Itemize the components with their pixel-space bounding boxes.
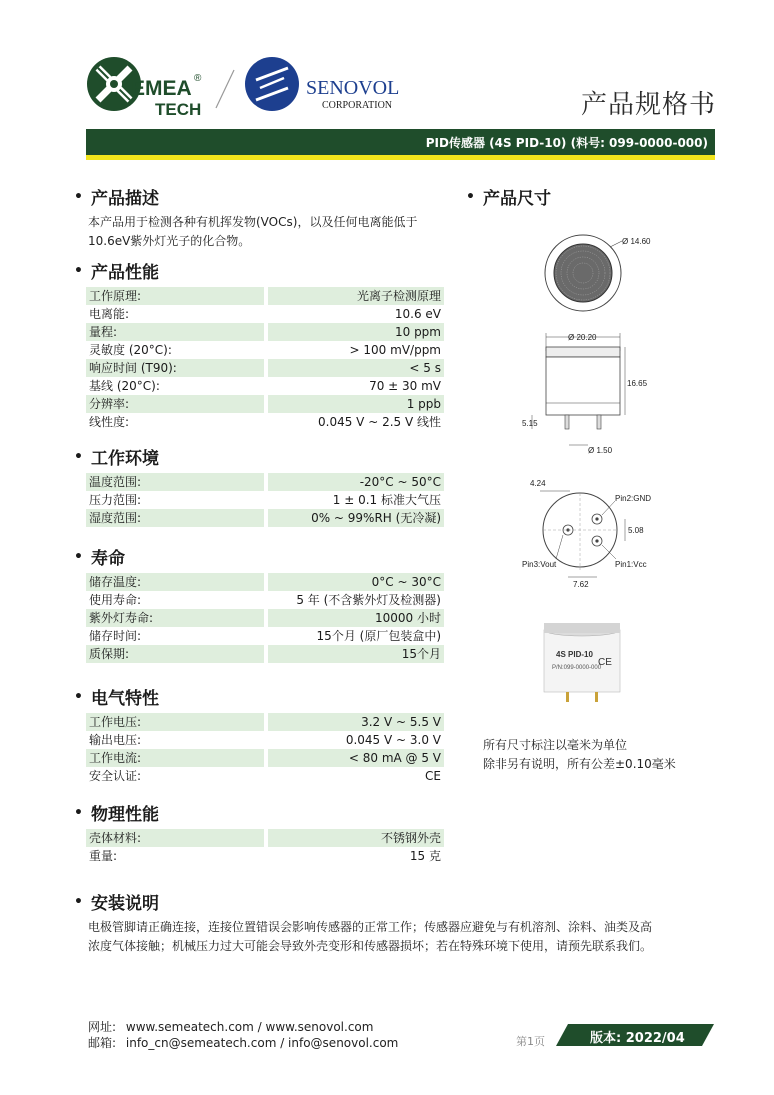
section-environment	[74, 444, 444, 527]
semeatech-logo	[87, 57, 202, 119]
lifetime-table	[86, 573, 444, 663]
section-lifetime	[74, 544, 444, 663]
section-title	[74, 800, 444, 825]
spec-row	[86, 323, 444, 341]
senovol-logo	[245, 57, 399, 111]
side-view-drawing	[522, 333, 648, 455]
install-text	[88, 918, 708, 956]
spec-value: 10000 小时	[268, 609, 444, 627]
registered-mark: ®	[194, 73, 202, 84]
footer-mail-label: 邮箱:	[88, 1036, 117, 1050]
footer-web-row	[88, 1019, 398, 1035]
bullet-icon: •	[74, 688, 83, 705]
top-diameter-label: Ø 14.60	[622, 237, 651, 246]
spec-key: 安全认证:	[89, 769, 142, 783]
spec-key: 壳体材料:	[86, 829, 264, 847]
description-line-1: 本产品用于检测各种有机挥发物(VOCs)，以及任何电离能低于	[88, 215, 418, 229]
spec-key: 灵敏度 (20°C):	[89, 343, 172, 357]
spec-value: 70 ± 30 mV	[369, 379, 441, 393]
dimension-svg	[470, 225, 680, 725]
spec-key: 响应时间 (T90):	[86, 359, 264, 377]
spec-row	[86, 847, 444, 865]
spec-row	[86, 731, 444, 749]
body-diameter-label: Ø 20.20	[568, 333, 597, 342]
spec-row	[86, 591, 444, 609]
install-line-1: 电极管脚请正确连接，连接位置错误会影响传感器的正常工作；传感器应避免与有机溶剂、涂料、油类及高	[88, 920, 653, 934]
pin2-label: Pin2:GND	[615, 494, 652, 503]
environment-table	[86, 473, 444, 527]
spec-row	[86, 491, 444, 509]
section-title	[74, 889, 708, 914]
photo-pn-label: P/N:099-0000-000	[552, 665, 602, 671]
dimension-drawings	[470, 225, 680, 729]
install-line-2: 浓度气体接触；机械压力过大可能会导致外壳变形和传感器损坏；若在特殊环境下使用，请预先联系我们。	[88, 939, 653, 953]
spec-row	[86, 377, 444, 395]
spec-value: 1 ± 0.1 标准大气压	[332, 493, 441, 507]
spec-key: 储存时间:	[89, 629, 142, 643]
spec-key: 电离能:	[89, 307, 130, 321]
ce-mark-icon: CE	[598, 657, 612, 668]
spec-row	[86, 341, 444, 359]
performance-table	[86, 287, 444, 431]
section-title	[74, 544, 444, 569]
section-performance	[74, 258, 444, 431]
units-note	[483, 736, 676, 774]
spec-row	[86, 767, 444, 785]
spec-value: 0.045 V ~ 3.0 V	[345, 733, 441, 747]
spec-value: 1 ppb	[268, 395, 444, 413]
spec-key: 工作原理:	[86, 287, 264, 305]
section-install	[74, 889, 708, 956]
section-title	[74, 184, 458, 209]
spec-key: 工作电流:	[86, 749, 264, 767]
section-title-text: 安装说明	[90, 894, 159, 914]
product-photo	[544, 623, 620, 702]
brand2-sub: CORPORATION	[322, 100, 393, 111]
spec-row	[86, 627, 444, 645]
version-text: 版本: 2022/04	[590, 1031, 685, 1046]
electrical-table	[86, 713, 444, 785]
spec-value: 15个月 (原厂包装盒中)	[316, 629, 441, 643]
spec-key: 分辨率:	[86, 395, 264, 413]
footer-web-value[interactable]: www.semeatech.com / www.senovol.com	[125, 1020, 374, 1034]
footer-contact	[88, 1019, 398, 1051]
page-number: 第1页	[516, 1035, 545, 1048]
spec-value: 不锈钢外壳	[268, 829, 444, 847]
spec-key: 湿度范围:	[86, 509, 264, 527]
brand2-name: SENOVOL	[306, 77, 400, 99]
spec-value: 15 克	[409, 849, 441, 863]
spec-value: 0% ~ 99%RH (无冷凝)	[268, 509, 444, 527]
section-title	[74, 258, 444, 283]
spec-key: 工作电压:	[86, 713, 264, 731]
bullet-icon: •	[74, 188, 83, 205]
bullet-icon: •	[74, 548, 83, 565]
units-note-line-2: 除非另有说明，所有公差±0.10毫米	[483, 757, 676, 771]
section-title-text: 寿命	[90, 549, 125, 569]
spec-value: 0°C ~ 30°C	[268, 573, 444, 591]
top-view-drawing	[545, 235, 651, 311]
spec-value: 0.045 V ~ 2.5 V 线性	[318, 415, 441, 429]
physical-table	[86, 829, 444, 865]
spec-key: 线性度:	[89, 415, 130, 429]
spec-value: 5 年 (不含紫外灯及检测器)	[296, 593, 441, 607]
logo-separator	[216, 70, 234, 108]
bullet-icon: •	[74, 448, 83, 465]
section-title-text: 产品性能	[90, 263, 159, 283]
section-title	[74, 444, 444, 469]
pin-diameter-label: Ø 1.50	[588, 446, 613, 455]
section-title-text: 工作环境	[90, 449, 159, 469]
spec-key: 质保期:	[86, 645, 264, 663]
brand1-line1: EMEA	[131, 77, 192, 100]
spec-value: 10.6 eV	[394, 307, 441, 321]
footer-mail-row	[88, 1035, 398, 1051]
section-title-text: 电气特性	[90, 689, 159, 709]
spec-value: 3.2 V ~ 5.5 V	[268, 713, 444, 731]
bullet-icon: •	[74, 893, 83, 910]
brand1-line2: TECH	[155, 100, 202, 119]
spec-value: < 5 s	[268, 359, 444, 377]
spec-key: 输出电压:	[89, 733, 142, 747]
spec-key: 使用寿命:	[89, 593, 142, 607]
pin-spacing-label: 5.08	[628, 526, 644, 535]
height-label: 16.65	[627, 379, 648, 388]
spec-value: -20°C ~ 50°C	[268, 473, 444, 491]
product-banner-text: PID传感器 (4S PID-10) (料号: 099-0000-000)	[425, 136, 708, 150]
offset-label: 4.24	[530, 479, 546, 488]
description-text	[88, 213, 458, 251]
description-line-2: 10.6eV紫外灯光子的化合物。	[88, 234, 251, 248]
spec-key: 储存温度:	[86, 573, 264, 591]
bullet-icon: •	[74, 262, 83, 279]
footer-mail-value[interactable]: info_cn@semeatech.com / info@senovol.com	[125, 1036, 399, 1050]
section-title	[466, 184, 551, 209]
logo-group	[84, 48, 424, 120]
section-title-text: 产品尺寸	[482, 189, 551, 209]
spec-row	[86, 609, 444, 627]
spec-key: 重量:	[89, 849, 118, 863]
section-title-text: 产品描述	[90, 189, 159, 209]
section-description	[74, 184, 458, 251]
spec-row	[86, 645, 444, 663]
spec-row	[86, 395, 444, 413]
spec-row	[86, 713, 444, 731]
spec-key: 温度范围:	[86, 473, 264, 491]
spec-value: 10 ppm	[268, 323, 444, 341]
spec-row	[86, 473, 444, 491]
spec-value: > 100 mV/ppm	[349, 343, 441, 357]
bullet-icon: •	[74, 804, 83, 821]
photo-model-label: 4S PID-10	[556, 650, 593, 659]
section-title	[74, 684, 444, 709]
spec-row	[86, 305, 444, 323]
spec-row	[86, 749, 444, 767]
section-physical	[74, 800, 444, 865]
spec-row	[86, 287, 444, 305]
spec-key: 压力范围:	[89, 493, 142, 507]
spec-row	[86, 509, 444, 527]
spec-value: 15个月	[268, 645, 444, 663]
pin1-label: Pin1:Vcc	[615, 560, 647, 569]
pin-pitch-label: 7.62	[573, 580, 589, 589]
spec-key: 基线 (20°C):	[89, 379, 160, 393]
footer-web-label: 网址:	[88, 1020, 117, 1034]
spec-row	[86, 829, 444, 847]
section-dimensions	[466, 184, 551, 209]
spec-row	[86, 359, 444, 377]
document-title: 产品规格书	[580, 90, 716, 120]
bottom-view-drawing	[522, 479, 651, 589]
spec-value: < 80 mA @ 5 V	[268, 749, 444, 767]
spec-key: 紫外灯寿命:	[86, 609, 264, 627]
banner-accent-stripe	[86, 155, 715, 160]
units-note-line-1: 所有尺寸标注以毫米为单位	[483, 738, 628, 752]
spec-key: 量程:	[86, 323, 264, 341]
pin3-label: Pin3:Vout	[522, 560, 557, 569]
spec-row	[86, 413, 444, 431]
spec-value: 光离子检测原理	[268, 287, 444, 305]
bullet-icon: •	[466, 188, 475, 205]
section-title-text: 物理性能	[90, 805, 159, 825]
spec-value: CE	[425, 769, 441, 783]
section-electrical	[74, 684, 444, 785]
header-logos	[84, 48, 424, 120]
pin-length-label: 5.15	[522, 419, 538, 428]
spec-row	[86, 573, 444, 591]
